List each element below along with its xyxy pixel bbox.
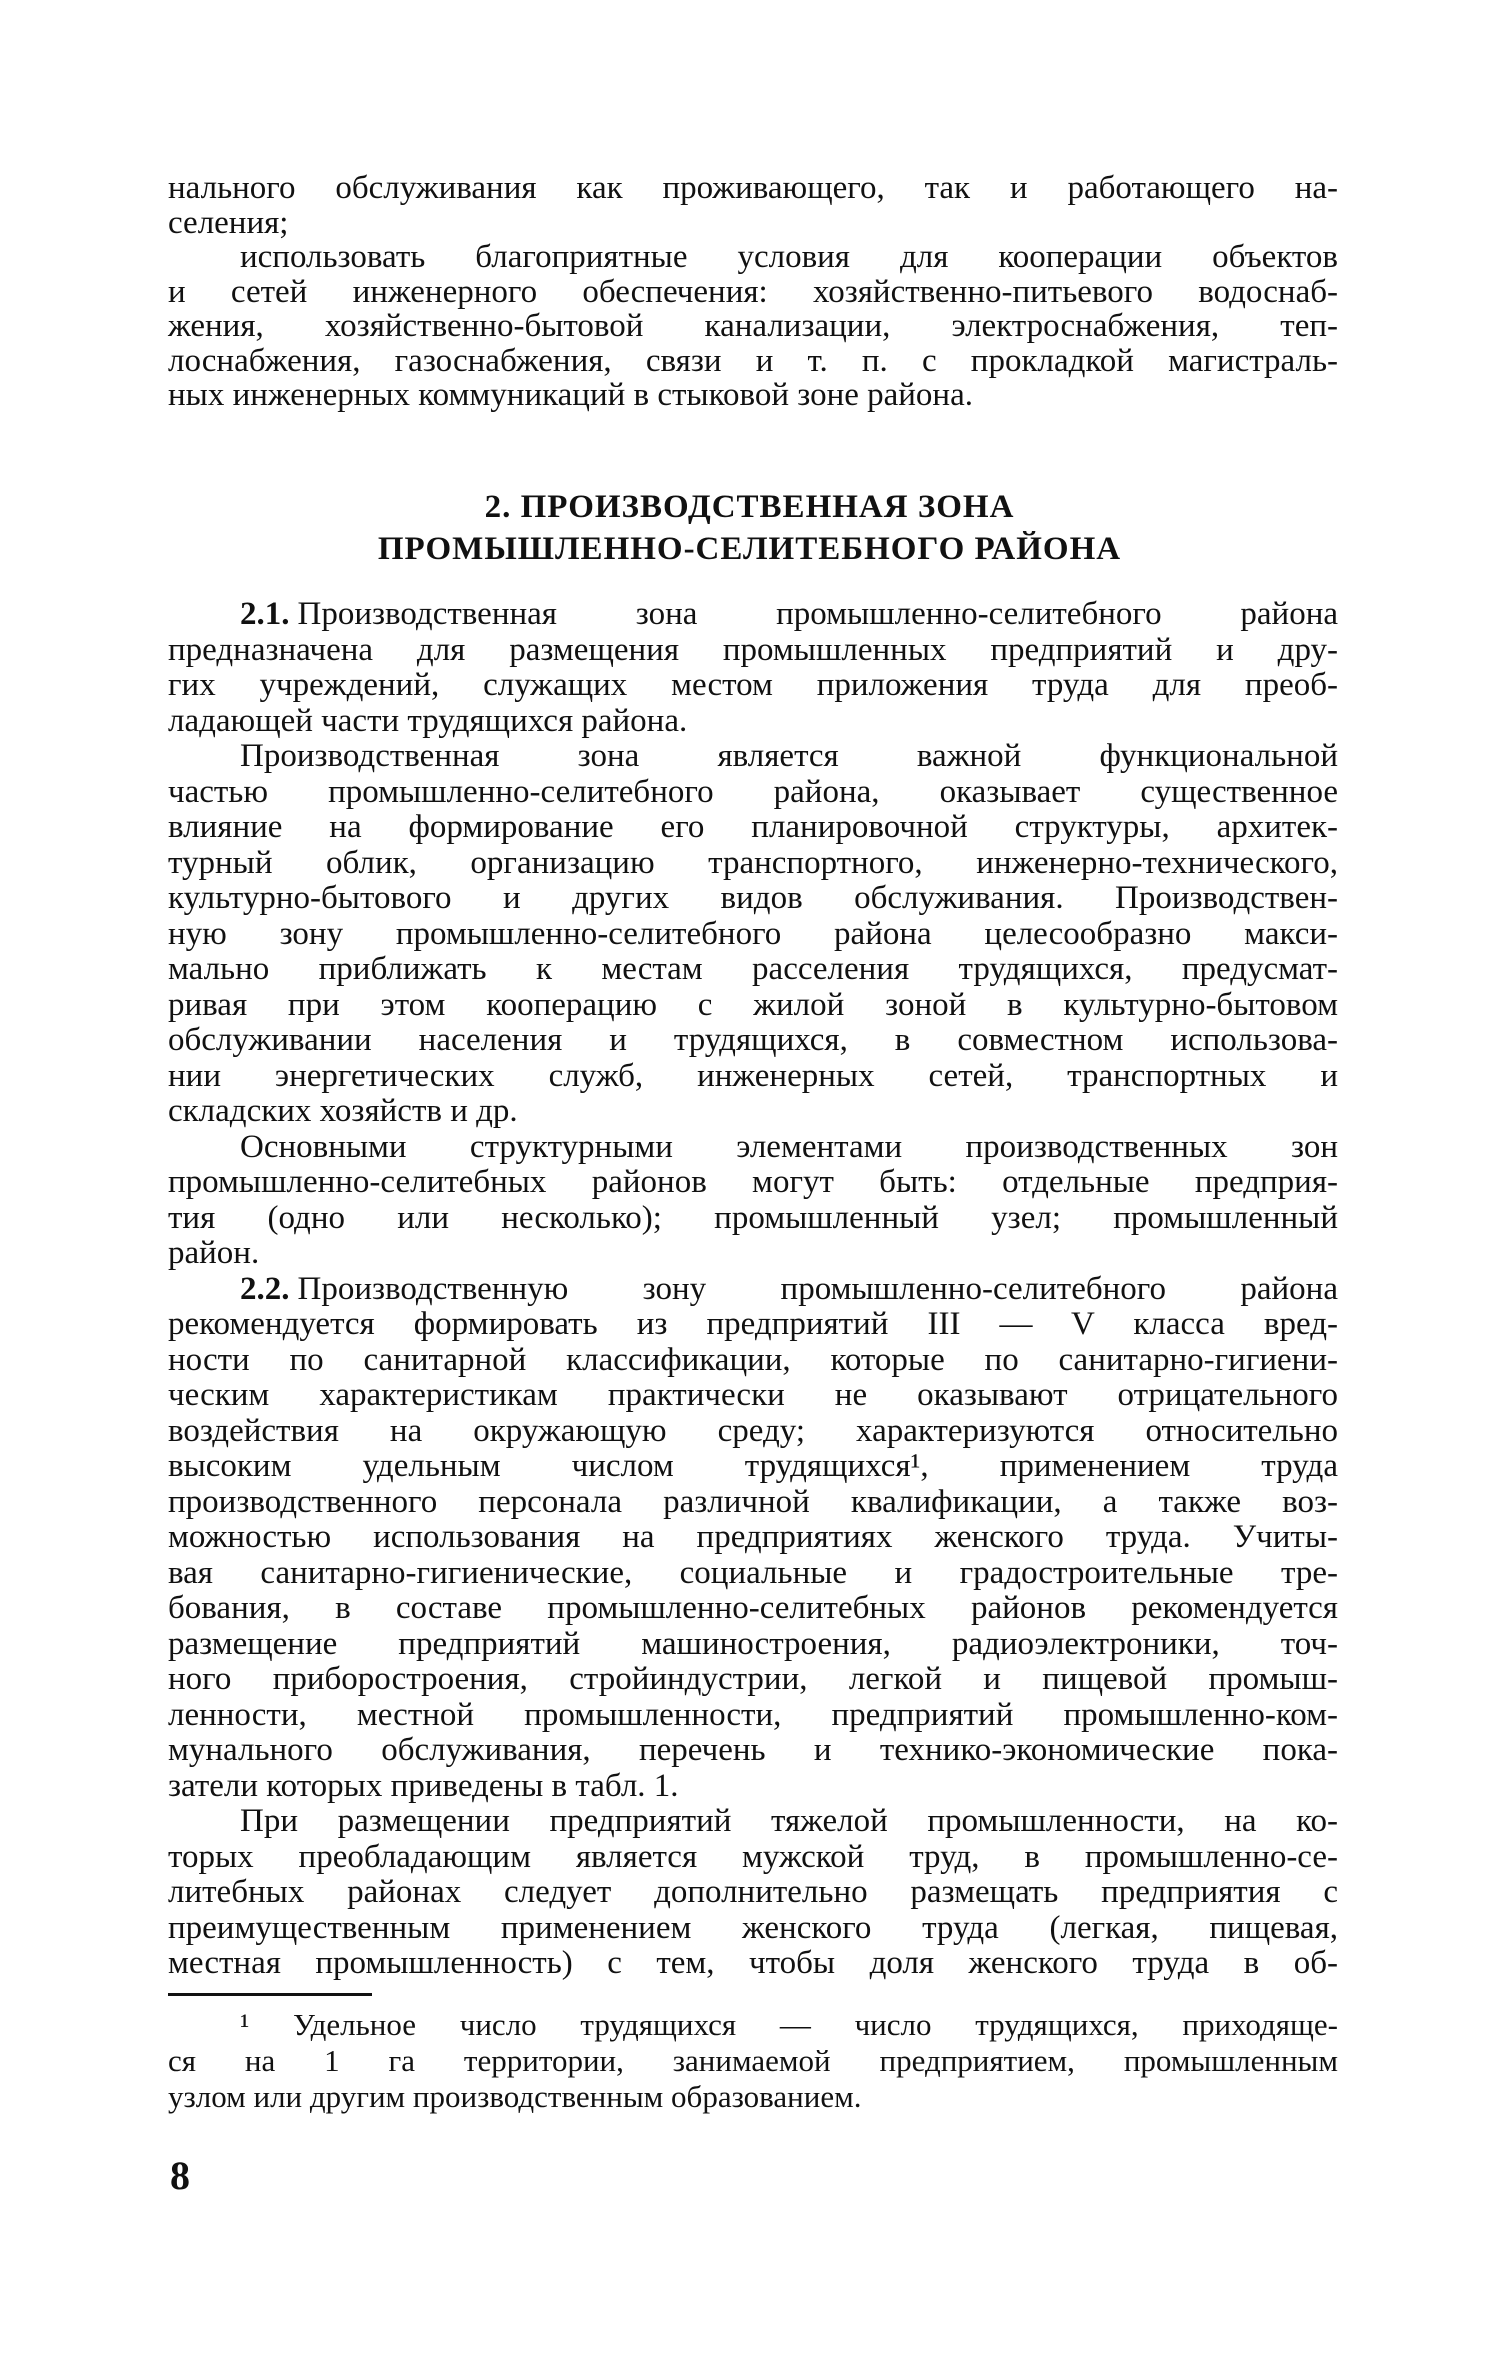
paragraph-line: жения, хозяйственно-бытовой канализации, электроснабжения, теп- (168, 308, 1338, 344)
paragraph-line: влияние на формирование его планировочной структуры, архитек- (168, 809, 1338, 845)
paragraph-line: ную зону промышленно-селитебного района целесообразно макси- (168, 915, 1338, 952)
paragraph-line: рекомендуется формировать из предприятий III — V класса вред- (168, 1306, 1338, 1342)
text-block-section-2 (168, 597, 1338, 1982)
paragraph-line: обслуживании населения и трудящихся, в совместном использова- (168, 1022, 1338, 1058)
paragraph-line: использовать благоприятные условия для кооперации объектов (240, 239, 1338, 275)
paragraph-line: культурно-бытового и других видов обслуживания. Производствен- (168, 880, 1338, 916)
clause-number: 2.1. (240, 596, 290, 632)
paragraph-line: частью промышленно-селитебного района, оказывает существенное (168, 773, 1338, 810)
paragraph-line: преимущественным применением женского труда (легкая, пищевая, (168, 1909, 1338, 1946)
footnote-divider (168, 1993, 372, 1996)
paragraph-line: можностью использования на предприятиях женского труда. Учиты- (168, 1519, 1338, 1555)
paragraph-line: бования, в составе промышленно-селитебных районов рекомендуется (168, 1590, 1338, 1626)
paragraph-line: промышленно-селитебных районов могут быть: отдельные предприя- (168, 1164, 1338, 1200)
line-text: Производственная зона промышленно-селитебного района (297, 596, 1338, 632)
paragraph-line: ривая при этом кооперацию с жилой зоной в культурно-бытовом (168, 986, 1338, 1023)
paragraph-line: нии энергетических служб, инженерных сетей, транспортных и (168, 1057, 1338, 1094)
paragraph-line: ленности, местной промышленности, предприятий промышленно-ком- (168, 1696, 1338, 1733)
text-block-intro (168, 171, 1338, 413)
paragraph-line: Основными структурными элементами производственных зон (240, 1128, 1338, 1165)
paragraph-line: ного приборостроения, стройиндустрии, легкой и пищевой промыш- (168, 1661, 1338, 1697)
paragraph-line: ся на 1 га территории, занимаемой предприятием, промышленным (168, 2043, 1338, 2078)
paragraph-line: складских хозяйств и др. (168, 1093, 518, 1129)
paragraph-line: Производственная зона является важной функциональной (240, 738, 1338, 774)
line-text: Производственную зону промышленно-селитебного района (297, 1270, 1338, 1307)
paragraph-line: ности по санитарной классификации, которые по санитарно-гигиени- (168, 1341, 1338, 1378)
paragraph-line: литебных районах следует дополнительно размещать предприятия с (168, 1874, 1338, 1910)
paragraph-line: предназначена для размещения промышленных предприятий и дру- (168, 631, 1338, 668)
paragraph-line: При размещении предприятий тяжелой промышленности, на ко- (240, 1803, 1338, 1839)
paragraph-line: тия (одно или несколько); промышленный узел; промышленный (168, 1199, 1338, 1236)
section-heading-line-1: 2. ПРОИЗВОДСТВЕННАЯ ЗОНА (484, 489, 1015, 525)
paragraph-line: размещение предприятий машиностроения, радиоэлектроники, точ- (168, 1625, 1338, 1662)
page-number: 8 (170, 2153, 190, 2198)
paragraph-line: мально приближать к местам расселения трудящихся, предусмат- (168, 951, 1338, 987)
paragraph-line: район. (168, 1235, 260, 1271)
paragraph-line: затели которых приведены в табл. 1. (168, 1767, 679, 1804)
paragraph-line: высоким удельным числом трудящихся¹, применением труда (168, 1448, 1338, 1484)
paragraph-line: ¹ Удельное число трудящихся — число трудящихся, приходяще- (240, 2007, 1338, 2042)
paragraph-line: ных инженерных коммуникаций в стыковой зоне района. (168, 377, 973, 413)
paragraph-line: производственного персонала различной квалификации, а также воз- (168, 1483, 1338, 1520)
paragraph-line (168, 1272, 1338, 1308)
paragraph-line: мунального обслуживания, перечень и технико-экономические пока- (168, 1732, 1338, 1768)
section-heading-line-2: ПРОМЫШЛЕННО-СЕЛИТЕБНОГО РАЙОНА (377, 531, 1122, 567)
footnote (168, 2007, 1338, 2115)
paragraph-line: гих учреждений, служащих местом приложения труда для преоб- (168, 667, 1338, 703)
paragraph-line: вая санитарно-гигиенические, социальные и градостроительные тре- (168, 1554, 1338, 1591)
paragraph-line: нального обслуживания как проживающего, так и работающего на- (168, 170, 1338, 206)
paragraph-line (168, 597, 1338, 633)
clause-number: 2.2. (240, 1270, 290, 1307)
paragraph-line: ладающей части трудящихся района. (168, 702, 688, 739)
paragraph-line: лоснабжения, газоснабжения, связи и т. п. с прокладкой магистраль- (168, 342, 1338, 379)
paragraph-line: турный облик, организацию транспортного, инженерно-технического, (168, 844, 1338, 881)
paragraph-line: и сетей инженерного обеспечения: хозяйственно-питьевого водоснаб- (168, 273, 1338, 310)
paragraph-line: узлом или другим производственным образованием. (168, 2079, 862, 2114)
paragraph-line: селения; (168, 204, 289, 241)
paragraph-line: торых преобладающим является мужской труд, в промышленно-се- (168, 1838, 1338, 1875)
paragraph-line: ческим характеристикам практически не оказывают отрицательного (168, 1377, 1338, 1413)
paragraph-line: местная промышленность) с тем, чтобы доля женского труда в об- (168, 1945, 1338, 1981)
paragraph-line: воздействия на окружающую среду; характеризуются относительно (168, 1412, 1338, 1449)
